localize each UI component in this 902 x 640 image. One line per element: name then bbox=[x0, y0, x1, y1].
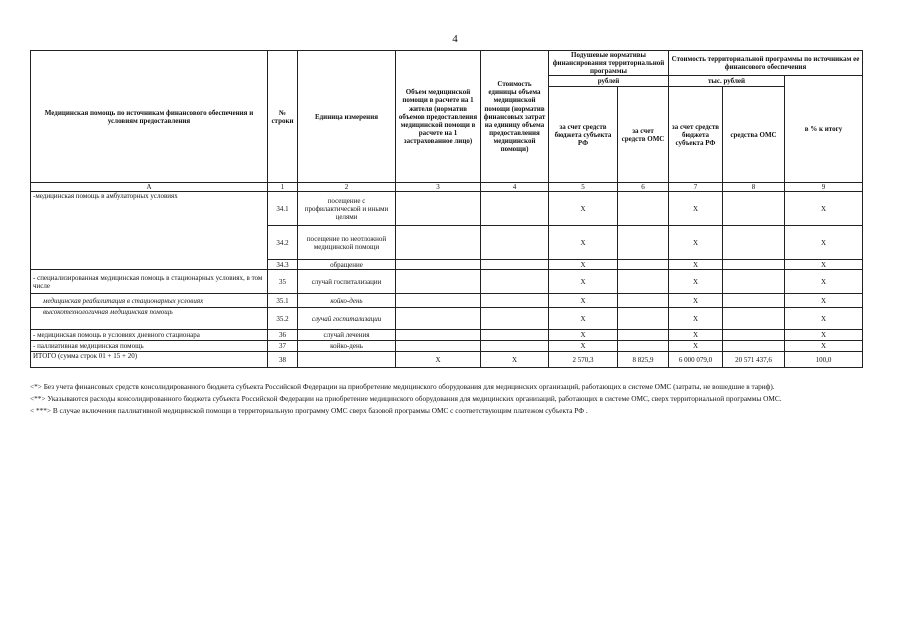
row-number: 37 bbox=[268, 341, 298, 352]
row-name: - медицинская помощь в условиях дневного стационара bbox=[31, 330, 268, 341]
header-group-cost: Стоимость территориальной программы по источникам ее финансового обеспечения bbox=[669, 51, 863, 76]
row-unit: обращение bbox=[298, 260, 396, 270]
cell bbox=[481, 270, 549, 294]
col-number: 1 bbox=[268, 183, 298, 192]
table-row bbox=[31, 341, 863, 352]
cell bbox=[723, 308, 785, 330]
cell bbox=[618, 308, 669, 330]
cell bbox=[618, 226, 669, 260]
cell: 100,0 bbox=[785, 352, 863, 368]
row-unit: посещение по неотложной медицинской помощи bbox=[298, 226, 396, 260]
row-number: 34.2 bbox=[268, 226, 298, 260]
cell bbox=[618, 192, 669, 226]
row-unit: койко-день bbox=[298, 341, 396, 352]
row-number: 35 bbox=[268, 270, 298, 294]
row-number: 38 bbox=[268, 352, 298, 368]
cell bbox=[723, 330, 785, 341]
col-number: 9 bbox=[785, 183, 863, 192]
table-row bbox=[31, 308, 863, 330]
header-col-9: в % к итогу bbox=[785, 76, 863, 183]
cell: X bbox=[785, 192, 863, 226]
row-name: медицинская реабилитация в стационарных условиях bbox=[31, 294, 268, 308]
cell bbox=[618, 341, 669, 352]
row-name: высокотехнологичная медицинская помощь bbox=[31, 308, 268, 330]
header-col-7: за счет средств бюджета субъекта РФ bbox=[669, 87, 723, 183]
footnotes bbox=[30, 382, 865, 418]
row-unit: случай госпитализации bbox=[298, 308, 396, 330]
col-number: 8 bbox=[723, 183, 785, 192]
cell: X bbox=[785, 341, 863, 352]
row-name: ИТОГО (сумма строк 01 + 15 + 20) bbox=[31, 352, 268, 368]
cell bbox=[481, 260, 549, 270]
cell bbox=[396, 341, 481, 352]
table-row-total bbox=[31, 352, 863, 368]
row-unit: койко-день bbox=[298, 294, 396, 308]
row-name: - паллиативная медицинская помощь bbox=[31, 341, 268, 352]
row-unit: случай госпитализации bbox=[298, 270, 396, 294]
cell: X bbox=[669, 270, 723, 294]
cell bbox=[481, 308, 549, 330]
cell bbox=[723, 270, 785, 294]
row-unit: посещение с профилактической и иными целями bbox=[298, 192, 396, 226]
table-row bbox=[31, 330, 863, 341]
cell: X bbox=[549, 192, 618, 226]
col-number: 3 bbox=[396, 183, 481, 192]
header-col-5: за счет средств бюджета субъекта РФ bbox=[549, 87, 618, 183]
row-number: 35.2 bbox=[268, 308, 298, 330]
table-row bbox=[31, 270, 863, 294]
cell bbox=[481, 330, 549, 341]
cell: X bbox=[549, 270, 618, 294]
row-name: -медицинская помощь в амбулаторных условиях bbox=[31, 192, 268, 270]
cell bbox=[618, 294, 669, 308]
cell bbox=[396, 330, 481, 341]
cell bbox=[396, 308, 481, 330]
cell: X bbox=[785, 226, 863, 260]
col-number: 7 bbox=[669, 183, 723, 192]
cell: X bbox=[669, 294, 723, 308]
cell: 6 000 079,0 bbox=[669, 352, 723, 368]
row-name: - специализированная медицинская помощь в стационарных условиях, в том числе bbox=[31, 270, 268, 294]
footnote: <*> Без учета финансовых средств консолидированного бюджета субъекта Российской Федерации на приобретение медицинского оборудования для медицинских организаций, работающих в системе ОМС (затраты, не вошедшие в тариф). bbox=[30, 382, 775, 391]
header-col-a: Медицинская помощь по источникам финансового обеспечения и условиям предоставления bbox=[31, 51, 268, 183]
col-number: 6 bbox=[618, 183, 669, 192]
cell bbox=[723, 294, 785, 308]
cell: 8 825,9 bbox=[618, 352, 669, 368]
col-number: 5 bbox=[549, 183, 618, 192]
program-cost-table bbox=[30, 50, 863, 368]
header-group-percap: Подушевые нормативы финансирования территориальной программы bbox=[549, 51, 669, 76]
header-unit-thrub: тыс. рублей bbox=[669, 76, 785, 87]
cell bbox=[723, 341, 785, 352]
footnote: <**> Указываются расходы консолидированного бюджета субъекта Российской Федерации на приобретение медицинского оборудования для медицинских организаций, работающих в системе ОМС, сверх территориальной программы ОМС. bbox=[30, 393, 782, 403]
table-row bbox=[31, 294, 863, 308]
cell bbox=[481, 226, 549, 260]
cell bbox=[618, 270, 669, 294]
cell: X bbox=[785, 308, 863, 330]
header-unit-rub: рублей bbox=[549, 76, 669, 87]
cell: X bbox=[669, 341, 723, 352]
header-col-8: средства ОМС bbox=[723, 87, 785, 183]
cell: X bbox=[669, 330, 723, 341]
cell bbox=[396, 260, 481, 270]
cell bbox=[396, 226, 481, 260]
cell: X bbox=[669, 308, 723, 330]
cell: X bbox=[549, 226, 618, 260]
cell: X bbox=[669, 226, 723, 260]
cell bbox=[723, 226, 785, 260]
cell: X bbox=[785, 330, 863, 341]
column-number-row bbox=[31, 183, 863, 192]
cell: X bbox=[669, 192, 723, 226]
header-col-4: Стоимость единицы объема медицинской помощи (норматив финансовых затрат на единицу объема предоставления медицинской помощи) bbox=[481, 51, 549, 183]
cell: X bbox=[785, 270, 863, 294]
cell bbox=[618, 260, 669, 270]
cell bbox=[481, 341, 549, 352]
cell: X bbox=[549, 341, 618, 352]
row-unit: случай лечения bbox=[298, 330, 396, 341]
cell: X bbox=[785, 260, 863, 270]
row-number: 34.1 bbox=[268, 192, 298, 226]
col-number: 2 bbox=[298, 183, 396, 192]
header-col-6: за счет средств ОМС bbox=[618, 87, 669, 183]
footnote: < ***> В случае включения паллиативной медицинской помощи в территориальную программу ОМС сверх базовой программы ОМС с соответствующим платежом субъекта РФ . bbox=[30, 405, 588, 415]
cell: X bbox=[669, 260, 723, 270]
row-number: 34.3 bbox=[268, 260, 298, 270]
cell bbox=[481, 294, 549, 308]
header-col-1: № строки bbox=[268, 51, 298, 183]
cell bbox=[618, 330, 669, 341]
cell: X bbox=[396, 352, 481, 368]
cell: X bbox=[549, 260, 618, 270]
row-number: 36 bbox=[268, 330, 298, 341]
cell: 2 570,3 bbox=[549, 352, 618, 368]
header-col-3: Объем медицинской помощи в расчете на 1 жителя (норматив объемов предоставления медицинской помощи в расчете на 1 застрахованное лицо) bbox=[396, 51, 481, 183]
cell: 20 571 437,6 bbox=[723, 352, 785, 368]
cell bbox=[396, 192, 481, 226]
cell: X bbox=[549, 330, 618, 341]
table-row bbox=[31, 192, 863, 226]
col-number: А bbox=[31, 183, 268, 192]
cell bbox=[396, 294, 481, 308]
row-number: 35.1 bbox=[268, 294, 298, 308]
cell bbox=[723, 192, 785, 226]
cell: X bbox=[481, 352, 549, 368]
cell: X bbox=[549, 294, 618, 308]
cell bbox=[723, 260, 785, 270]
header-col-2: Единица измерения bbox=[298, 51, 396, 183]
cell bbox=[481, 192, 549, 226]
cell bbox=[396, 270, 481, 294]
col-number: 4 bbox=[481, 183, 549, 192]
cell: X bbox=[785, 294, 863, 308]
page-number: 4 bbox=[452, 33, 458, 45]
cell: X bbox=[549, 308, 618, 330]
row-unit bbox=[298, 352, 396, 368]
